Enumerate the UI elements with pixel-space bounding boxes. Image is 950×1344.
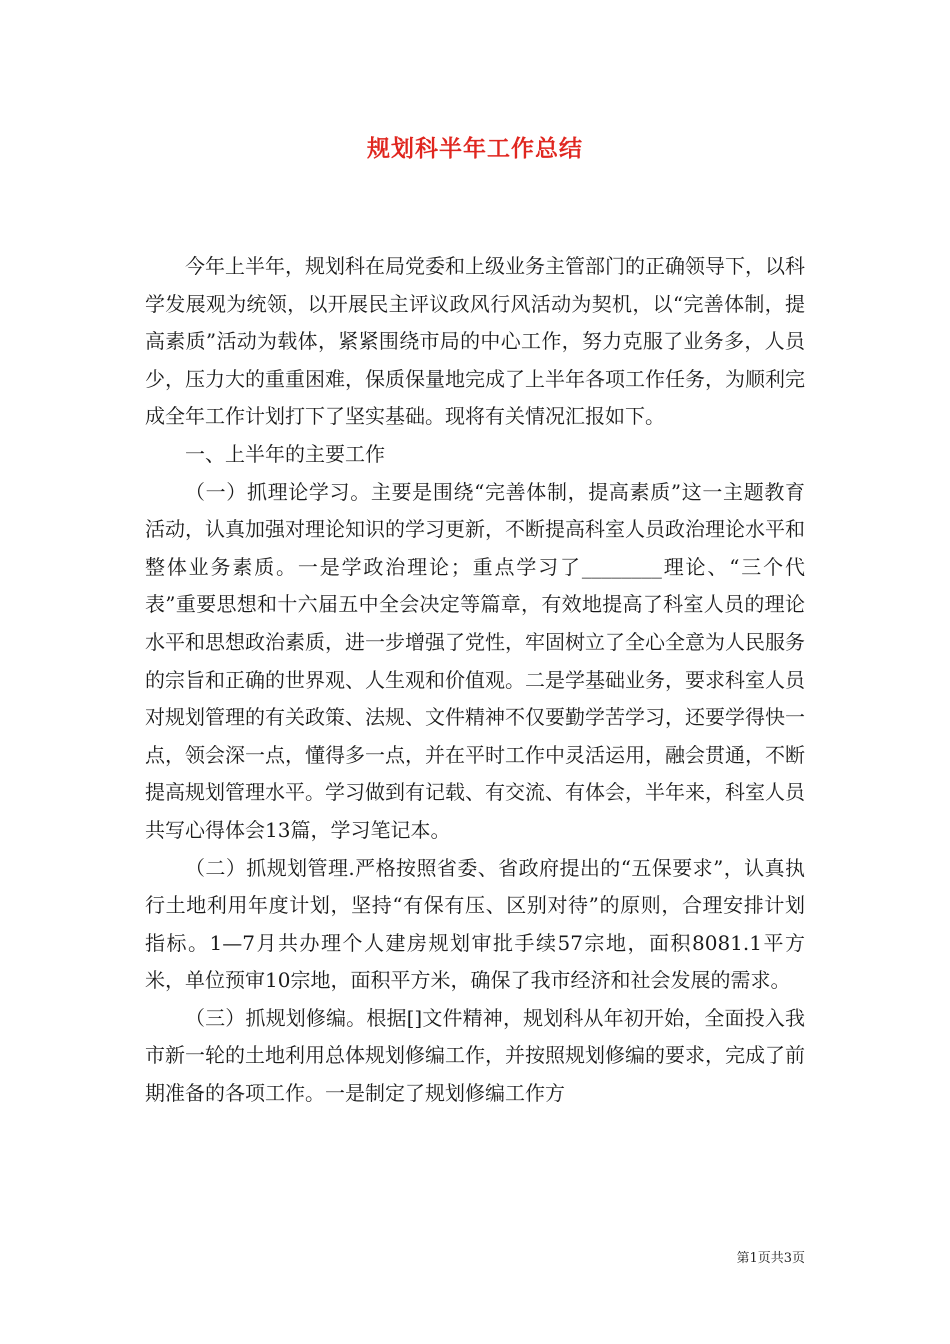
paragraph-theory-study: （一）抓理论学习。主要是围绕“完善体制，提高素质”这一主题教育活动，认真加强对理论知识的学习更新，不断提高科室人员政治理论水平和整体业务素质。一是学政治理论；重点学习了________理论、“三个代表”重要思想和十六届五中全会决定等篇章，有效地提高了科室人员的理论水平和思想政治素质，进一步增强了党性，牢固树立了全心全意为人民服务的宗旨和正确的世界观、人生观和价值观。二是学基础业务，要求科室人员对规划管理的有关政策、法规、文件精神不仅要勤学苦学习，还要学得快一点，领会深一点，懂得多一点，并在平时工作中灵活运用，融会贯通，不断提高规划管理水平。学习做到有记载、有交流、有体会，半年来，科室人员共写心得体会13篇，学习笔记本。 — [145, 479, 805, 842]
document-body — [145, 248, 805, 1113]
document-title: 规划科半年工作总结 — [367, 136, 583, 162]
paragraph-intro: 今年上半年，规划科在局党委和上级业务主管部门的正确领导下，以科学发展观为统领，以开展民主评议政风行风活动为契机，以“完善体制，提高素质”活动为载体，紧紧围绕市局的中心工作，努力克服了业务多，人员少，压力大的重重困难，保质保量地完成了上半年各项工作任务，为顺利完成全年工作计划打下了坚实基础。现将有关情况汇报如下。 — [145, 254, 805, 429]
section-heading-main-work: 一、上半年的主要工作 — [185, 441, 385, 466]
paragraph-planning-management: （二）抓规划管理.严格按照省委、省政府提出的“五保要求”，认真执行土地利用年度计划，坚持“有保有压、区别对待”的原则，合理安排计划指标。1—7月共办理个人建房规划审批手续57宗地，面积8081.1平方米，单位预审10宗地，面积平方米，确保了我市经济和社会发展的需求。 — [145, 855, 805, 993]
paragraph-planning-revision: （三）抓规划修编。根据[]文件精神，规划科从年初开始，全面投入我市新一轮的土地利用总体规划修编工作，并按照规划修编的要求，完成了前期准备的各项工作。一是制定了规划修编工作方 — [145, 1005, 805, 1106]
page-number-footer: 第1页共3页 — [736, 1251, 805, 1266]
